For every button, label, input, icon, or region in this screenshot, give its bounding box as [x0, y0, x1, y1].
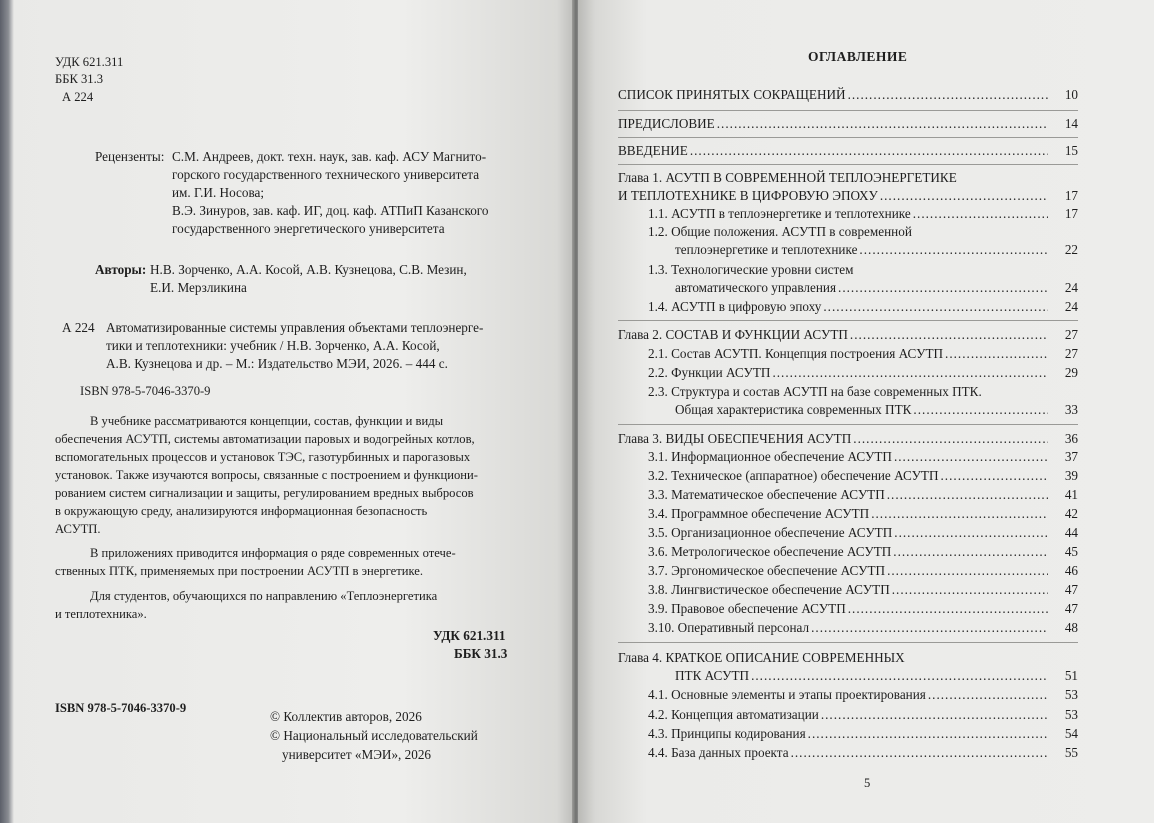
toc-entry: 3.5. Организационное обеспечение АСУТП ..... 44	[648, 525, 1078, 541]
bib-line: А.В. Кузнецова и др. – М.: Издательство МЭИ, 2026. – 444 с.	[106, 356, 448, 371]
toc-entry: Глава 2. СОСТАВ И ФУНКЦИИ АСУТП ..... 27	[618, 327, 1078, 343]
toc-divider	[618, 164, 1078, 165]
section-heading: 1.3. Технологические уровни систем	[648, 262, 854, 277]
appendix-line: ственных ПТК, применяемых при построении АСУТП в энергетике.	[55, 564, 424, 578]
bib-line: Автоматизированные системы управления объектами теплоэнерге-	[106, 320, 484, 335]
udk-bold: УДК 621.311	[433, 628, 506, 643]
toc-entry: 3.3. Математическое обеспечение АСУТП ..... 41	[648, 487, 1078, 503]
abstract-line: АСУТП.	[55, 522, 101, 536]
toc-entry: 3.8. Лингвистическое обеспечение АСУТП ..... 47	[648, 582, 1078, 598]
authors-label: Авторы:	[95, 262, 147, 277]
reviewer-line: В.Э. Зинуров, зав. каф. ИГ, доц. каф. АТПиП Казанского	[172, 203, 489, 218]
toc-entry: Глава 3. ВИДЫ ОБЕСПЕЧЕНИЯ АСУТП ..... 36	[618, 431, 1078, 447]
reviewer-line: С.М. Андреев, докт. техн. наук, зав. каф. АСУ Магнито-	[172, 149, 487, 164]
toc-entry: ВВЕДЕНИЕ ..... 15	[618, 143, 1078, 159]
authors-line: Н.В. Зорченко, А.А. Косой, А.В. Кузнецова, С.В. Мезин,	[150, 262, 467, 277]
bib-mark: А 224	[62, 320, 95, 335]
toc-divider	[618, 137, 1078, 138]
copyright-line: © Национальный исследовательский	[270, 728, 478, 743]
toc-entry: СПИСОК ПРИНЯТЫХ СОКРАЩЕНИЙ ..... 10	[618, 87, 1078, 103]
reviewer-line: горского государственного технического университета	[172, 167, 480, 182]
reviewer-line: им. Г.И. Носова;	[172, 185, 265, 200]
copyright-line: © Коллектив авторов, 2026	[270, 709, 422, 724]
bbk-code: ББК 31.3	[55, 72, 104, 86]
reviewers-label: Рецензенты:	[95, 149, 165, 164]
toc-entry: 3.4. Программное обеспечение АСУТП ..... 42	[648, 506, 1078, 522]
abstract-line: рованием систем сигнализации и защиты, регулированием вредных выбросов	[55, 486, 474, 500]
toc-entry: 3.2. Техническое (аппаратное) обеспечение АСУТП ..... 39	[648, 468, 1078, 484]
toc-entry: 4.2. Концепция автоматизации ..... 53	[648, 707, 1078, 723]
abstract-line: вспомогательных процессов и установок ТЭС, газотурбинных и парогазовых	[55, 450, 471, 464]
chapter-heading: Глава 1. АСУТП В СОВРЕМЕННОЙ ТЕПЛОЭНЕРГЕТИКЕ	[618, 170, 957, 185]
toc-entry: 4.1. Основные элементы и этапы проектирования ..... 53	[648, 687, 1078, 703]
toc-entry: 3.1. Информационное обеспечение АСУТП ..... 37	[648, 449, 1078, 465]
toc-divider	[618, 320, 1078, 321]
copyright-line: университет «МЭИ», 2026	[282, 747, 432, 762]
toc-entry: 4.3. Принципы кодирования ..... 54	[648, 726, 1078, 742]
toc-divider	[618, 642, 1078, 643]
page-edge-shadow	[0, 0, 14, 823]
reviewer-line: государственного энергетического университета	[172, 221, 445, 236]
toc-entry: автоматического управления ..... 24	[675, 280, 1078, 296]
toc-entry: теплоэнергетике и теплотехнике ..... 22	[675, 242, 1078, 258]
toc-entry: 1.1. АСУТП в теплоэнергетике и теплотехнике ..... 17	[648, 206, 1078, 222]
toc-entry: Общая характеристика современных ПТК ..... 33	[675, 402, 1078, 418]
toc-entry: 3.6. Метрологическое обеспечение АСУТП ..... 45	[648, 544, 1078, 560]
toc-divider	[618, 110, 1078, 111]
bbk-bold: ББК 31.3	[454, 646, 508, 661]
bib-line: тики и теплотехники: учебник / Н.В. Зорченко, А.А. Косой,	[106, 338, 440, 353]
chapter-heading: Глава 4. КРАТКОЕ ОПИСАНИЕ СОВРЕМЕННЫХ	[618, 650, 905, 665]
abstract-line: в окружающую среду, анализируются информационная безопасность	[55, 504, 428, 518]
isbn-bold: ISBN 978-5-7046-3370-9	[55, 701, 187, 715]
toc-entry: 2.1. Состав АСУТП. Концепция построения АСУТП ..... 27	[648, 346, 1078, 362]
toc-entry: ПТК АСУТП ..... 51	[675, 668, 1078, 684]
authors-line: Е.И. Мерзликина	[150, 280, 247, 295]
left-page	[0, 0, 574, 823]
abstract-line: В учебнике рассматриваются концепции, состав, функции и виды	[90, 414, 444, 428]
toc-divider	[618, 424, 1078, 425]
isbn-line: ISBN 978-5-7046-3370-9	[80, 384, 211, 398]
abstract-line: установок. Также изучаются вопросы, связанные с построением и функциони-	[55, 468, 478, 482]
toc-entry: 3.7. Эргономическое обеспечение АСУТП ..... 46	[648, 563, 1078, 579]
audience-line: и теплотехника».	[55, 607, 147, 621]
toc-entry: 2.2. Функции АСУТП ..... 29	[648, 365, 1078, 381]
section-heading: 2.3. Структура и состав АСУТП на базе современных ПТК.	[648, 384, 982, 399]
toc-entry: 3.9. Правовое обеспечение АСУТП ..... 47	[648, 601, 1078, 617]
audience-line: Для студентов, обучающихся по направлению «Теплоэнергетика	[90, 589, 438, 603]
udk-code: УДК 621.311	[55, 55, 124, 69]
abstract-line: обеспечения АСУТП, системы автоматизации паровых и водогрейных котлов,	[55, 432, 475, 446]
appendix-line: В приложениях приводится информация о ряде современных отече-	[90, 546, 456, 560]
toc-entry: ПРЕДИСЛОВИЕ ..... 14	[618, 116, 1078, 132]
page-number: 5	[864, 776, 871, 790]
section-heading: 1.2. Общие положения. АСУТП в современной	[648, 224, 912, 239]
toc-title: ОГЛАВЛЕНИЕ	[808, 49, 908, 64]
toc-entry: 4.4. База данных проекта ..... 55	[648, 745, 1078, 761]
toc-entry: И ТЕПЛОТЕХНИКЕ В ЦИФРОВУЮ ЭПОХУ ..... 17	[618, 188, 1078, 204]
right-page	[578, 0, 1154, 823]
toc-entry: 3.10. Оперативный персонал ..... 48	[648, 620, 1078, 636]
author-mark: А 224	[62, 90, 94, 104]
toc-entry: 1.4. АСУТП в цифровую эпоху ..... 24	[648, 299, 1078, 315]
